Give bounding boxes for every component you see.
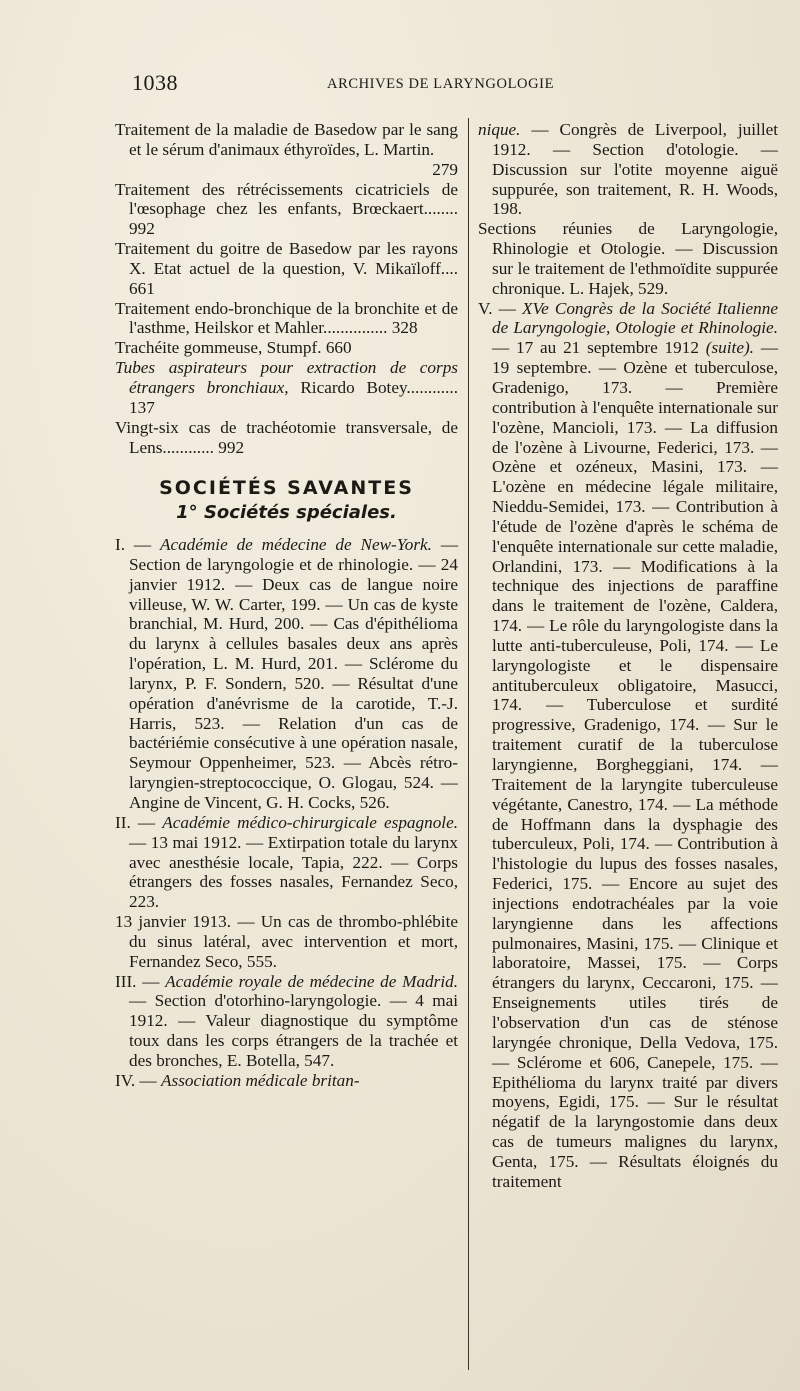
entry-text: Ricardo Botey............ 137 <box>129 377 458 417</box>
society-entry <box>478 299 778 1192</box>
left-column <box>115 120 458 1091</box>
society-name: Académie de médecine de New-York. <box>159 535 432 555</box>
entry-text: — Section de laryngologie et de rhinologie. — 24 janvier 1912. — Deux cas de langue noire villeuse, W. W. Carter, 199. — Un cas de kyste branchial, M. Hurd, 200. — Cas d'épithélioma du larynx à cellules basales deux ans après l'opération, L. M. Hurd, 201. — Sclérome du larynx, P. F. Sondern, 520. — Résultat d'une opération d'anévrisme de la carotide, T.-J. Harris, 523. — Relation d'un cas de bactériémie consécutive à une opération nasale, Seymour Oppenheimer, 523. — Abcès rétro-laryngien-streptococcique, O. Glogau, 524. — Angine de Vincent, G. H. Cocks, 526. <box>129 535 459 812</box>
society-entry <box>115 535 458 813</box>
society-entry <box>115 813 458 912</box>
society-name: Association médicale britan- <box>161 1070 360 1090</box>
society-name: nique. <box>478 120 521 139</box>
society-name: XVe Congrès de la Société Italienne de Laryngologie, Otologie et Rhinologie. <box>492 298 778 338</box>
society-entry <box>115 972 458 1071</box>
entry-label: IV. — <box>115 1070 157 1090</box>
society-entry: 13 janvier 1913. — Un cas de thrombo-phlébite du sinus latéral, avec intervention et mort, Fernandez Seco, 555. <box>115 912 458 971</box>
section-heading: SOCIÉTÉS SAVANTES <box>159 477 414 500</box>
index-entry: Traitement des rétrécissements cicatriciels de l'œsophage chez les enfants, Brœckaert........ 992 <box>115 179 458 239</box>
index-entry: Vingt-six cas de trachéotomie transversale, de Lens............ 992 <box>115 417 458 457</box>
index-entry: Traitement du goitre de Basedow par les rayons X. Etat actuel de la question, V. Mikaïloff.... 661 <box>115 239 458 298</box>
entry-label: V. — <box>478 298 516 318</box>
entry-label: III. — <box>115 971 160 991</box>
entry-label: I. — <box>115 535 152 555</box>
index-entry <box>115 358 458 418</box>
index-entry: Traitement endo-bronchique de la bronchite et de l'asthme, Heilskor et Mahler............... 328 <box>115 298 458 338</box>
entry-text: — 17 au 21 septembre 1912 <box>492 338 699 358</box>
entry-suite: (suite). <box>705 338 754 358</box>
society-name: Académie royale de médecine de Madrid. <box>165 971 458 991</box>
column-divider <box>468 118 469 1370</box>
society-entry <box>115 1071 458 1091</box>
entry-label: II. — <box>115 812 156 832</box>
page-number: 1038 <box>132 70 178 95</box>
society-entry <box>478 120 778 219</box>
index-entry: Traitement de la maladie de Basedow par le sang et le sérum d'animaux éthyroïdes, L. Martin. <box>115 120 458 159</box>
index-entry: Trachéite gommeuse, Stumpf. 660 <box>115 338 352 358</box>
right-column <box>478 120 778 1192</box>
society-entry: Sections réunies de Laryngologie, Rhinologie et Otologie. — Discussion sur le traitement de l'ethmoïdite suppurée chronique. L. Hajek, 529. <box>478 219 778 298</box>
entry-text: — Section d'otorhino-laryngologie. — 4 mai 1912. — Valeur diagnostique du symptôme toux dans les corps étrangers de la trachée et des bronches, E. Botella, 547. <box>129 991 458 1070</box>
page-header <box>132 70 762 100</box>
section-subheading: 1° Sociétés spéciales. <box>176 502 397 524</box>
running-title: ARCHIVES DE LARYNGOLOGIE <box>327 76 555 92</box>
society-name: Académie médico-chirurgicale espagnole. <box>162 812 458 832</box>
entry-text: — Congrès de Liverpool, juillet 1912. — Section d'otologie. — Discussion sur l'otite moyenne aiguë suppurée, son traitement, R. H. Woods, 198. <box>492 120 779 219</box>
entry-title-italic: Tubes aspirateurs pour extraction de corps étrangers bronchiaux, <box>115 358 458 397</box>
entry-text: — 13 mai 1912. — Extirpation totale du larynx avec anesthésie locale, Tapia, 222. — Corps étrangers des fosses nasales, Fernandez Seco, 223. <box>129 832 458 912</box>
page-ref: 279 <box>432 159 458 179</box>
entry-text: — 19 septembre. — Ozène et tuberculose, Gradenigo, 173. — Première contribution à l'enquête internationale sur l'ozène, Mancioli, 173. — La diffusion de l'ozène à Livourne, Federici, 173. — Ozène et ozéneux, Masini, 173. — L'ozène en médecine légale militaire, Nieddu-Semidei, 173. — Contribution à l'étude de l'ozène d'après le schéma de l'enquête internationale sur cette maladie, Orlandini, 173. — Modifications à la technique des injections de paraffine dans le traitement de l'ozène, Caldera, 174. — Le rôle du laryngologiste dans la lutte anti-tuberculeuse, Poli, 174. — Le laryngologiste et le dispensaire antituberculeux obligatoire, Masucci, 174. — Tuberculose et surdité progressive, Gradenigo, 174. — Sur le traitement curatif de la tuberculose laryngienne, Borgheggiani, 174. — Traitement de la laryngite tuberculeuse végétante, Canestro, 174. — La méthode de Hoffmann dans la dysphagie des tuberculeux, Poli, 174. — Contribution à l'histologie du lupus des fosses nasales, Federici, 175. — Encore au sujet des injections endotrachéales par la voie laryngienne dans les affections pulmonaires, Masini, 175. — Clinique et laboratoire, Massei, 175. — Corps étrangers du larynx, Ceccaroni, 175. — Enseignements utiles tirés de l'observation d'un cas de sténose laryngée chronique, Della Vedova, 175. — Sclérome et 606, Canepele, 175. — Epithélioma du larynx traité par divers moyens, Egidi, 175. — Sur le résultat négatif de la laryngostomie dans deux cas de tumeurs malignes du larynx, Genta, 175. — Résultats éloignés du traitement <box>492 338 778 1191</box>
